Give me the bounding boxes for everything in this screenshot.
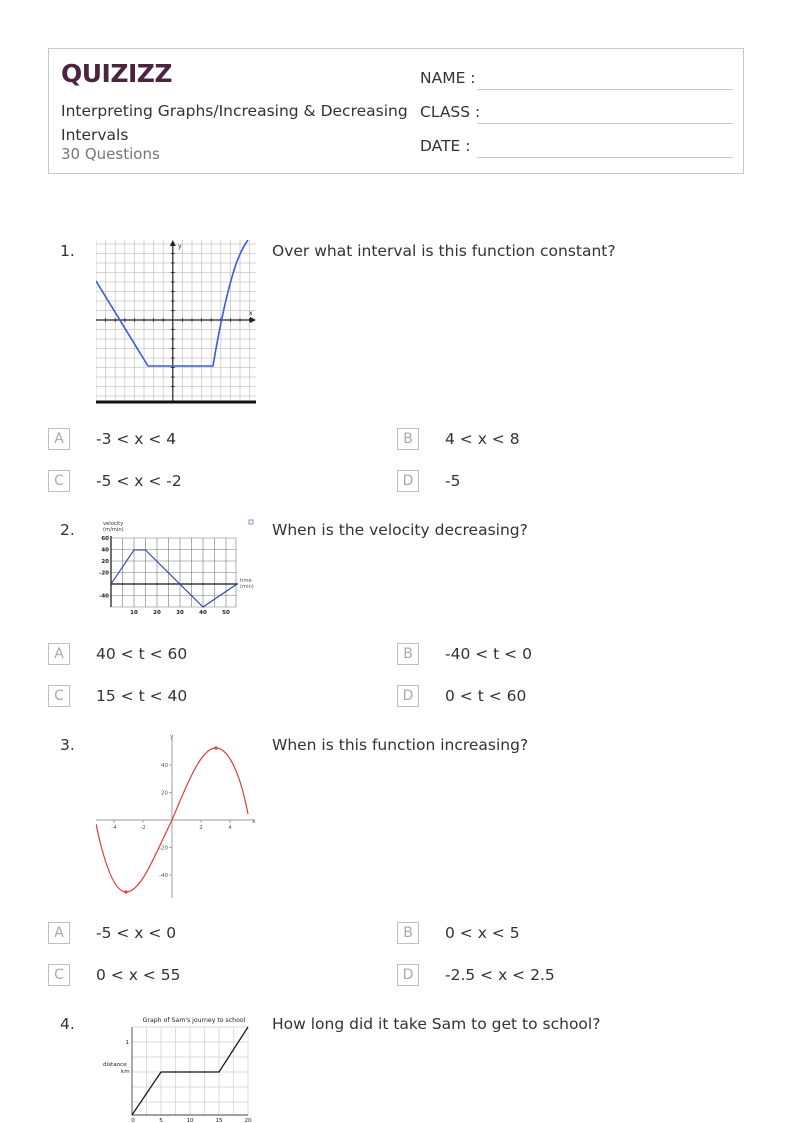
date-line [477,157,733,158]
q2-option-c-box[interactable]: C [48,685,70,707]
question-4-x-tick: 10 [186,1118,194,1123]
q1-option-c-box[interactable]: C [48,470,70,492]
q2-option-d-box[interactable]: D [397,685,419,707]
question-4-x-tick: 5 [159,1118,163,1123]
question-1-y-label: y [178,243,182,250]
question-3-y-tick: 20 [161,790,168,797]
question-4-graph [100,1012,256,1123]
question-2-x-tick: 10 [130,610,138,616]
question-2-grid [111,538,236,607]
question-3-x-tick: 2 [199,825,203,831]
question-2-x-tick: 30 [176,610,184,616]
question-count: 30 Questions [61,145,160,163]
question-3-min-point [124,890,127,893]
question-4-x-tick: 15 [215,1118,223,1123]
question-3-y-label: y [170,733,174,740]
q1-option-c-text: -5 < x < -2 [96,472,182,490]
q2-option-a-box[interactable]: A [48,643,70,665]
worksheet-title: Interpreting Graphs/Increasing & Decreasing Intervals [61,102,408,144]
question-2-velocity-line [111,550,237,607]
question-1-text: Over what interval is this function constant? [272,242,616,260]
q1-option-a-box[interactable]: A [48,428,70,450]
q1-option-d-text: -5 [445,472,461,490]
worksheet-header [48,48,744,174]
q2-option-c-text: 15 < t < 40 [96,687,188,705]
q1-option-b-box[interactable]: B [397,428,419,450]
question-4-number: 4. [60,1015,75,1033]
question-3-max-point [214,746,217,749]
q2-option-a-text: 40 < t < 60 [96,645,188,663]
q2-option-b-text: -40 < t < 0 [445,645,532,663]
q3-option-d-box[interactable]: D [397,964,419,986]
question-2-y-tick: 20 [101,559,109,565]
question-3-number: 3. [60,736,75,754]
question-2-x-tick: 20 [153,610,161,616]
question-2-x-tick: 40 [199,610,207,616]
question-2-y-label: velocity [103,521,124,527]
question-2-number: 2. [60,521,75,539]
question-2-text: When is the velocity decreasing? [272,521,528,539]
question-3-y-tick: -20 [159,845,168,852]
question-3-y-tick: 40 [161,763,168,769]
name-line [477,89,733,90]
question-3-x-tick: 4 [228,825,232,831]
question-2-y-tick: -40 [99,593,109,600]
question-2-y-unit: (m/min) [103,527,124,533]
question-4-y-unit: km [121,1069,130,1075]
question-1-x-label: x [249,310,253,317]
question-1-number: 1. [60,242,75,260]
question-1-graph [96,240,256,404]
question-4-x-tick: 20 [244,1118,252,1123]
name-label: NAME : [420,69,476,87]
question-4-y-tick: 1 [125,1040,129,1046]
date-label: DATE : [420,137,471,155]
quizizz-logo: QUIZIZZ [61,59,173,88]
question-4-grid [132,1027,248,1115]
question-4-y-label: distance [103,1062,127,1068]
question-4-graph-title: Graph of Sam's journey to school [142,1017,246,1024]
q3-option-a-text: -5 < x < 0 [96,924,177,942]
question-2-x-label: time [240,578,252,584]
question-2-y-tick: -20 [99,570,109,577]
q3-option-c-box[interactable]: C [48,964,70,986]
question-3-y-tick: -40 [159,873,168,879]
question-4-x-tick: 0 [131,1118,135,1123]
question-3-text: When is this function increasing? [272,736,529,754]
question-3-x-label: x [252,818,256,825]
question-3-graph [96,732,260,900]
question-2-y-tick: 40 [101,547,109,554]
q3-option-b-box[interactable]: B [397,922,419,944]
q1-option-a-text: -3 < x < 4 [96,430,177,448]
class-label: CLASS : [420,103,481,121]
q2-option-b-box[interactable]: B [397,643,419,665]
q3-option-d-text: -2.5 < x < 2.5 [445,966,555,984]
q1-option-d-box[interactable]: D [397,470,419,492]
question-3-x-tick: -2 [140,825,146,831]
class-line [477,123,733,124]
question-2-x-unit: (min) [240,584,254,590]
question-2-graph [96,516,260,618]
q3-option-b-text: 0 < x < 5 [445,924,520,942]
q2-option-d-text: 0 < t < 60 [445,687,527,705]
question-3-x-tick: -4 [111,825,117,831]
q3-option-c-text: 0 < x < 55 [96,966,181,984]
question-2-y-tick: 60 [101,536,109,542]
q1-option-b-text: 4 < x < 8 [445,430,520,448]
q3-option-a-box[interactable]: A [48,922,70,944]
question-2-x-tick: 50 [222,610,230,616]
question-4-text: How long did it take Sam to get to school? [272,1015,601,1033]
